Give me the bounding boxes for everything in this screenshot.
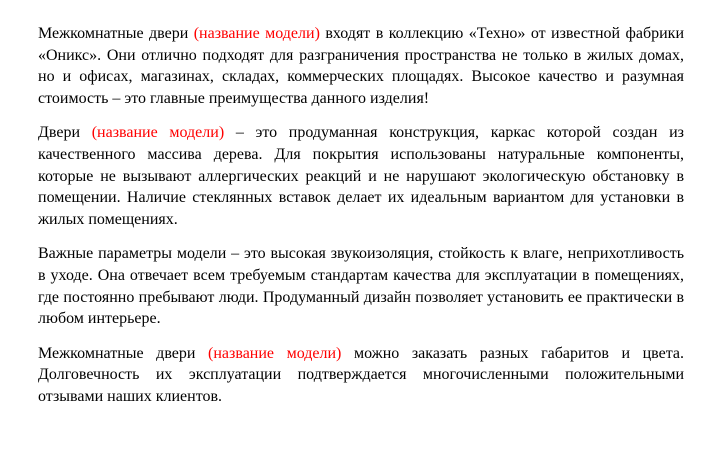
paragraph-parameters [38, 243, 684, 329]
paragraph-order [38, 343, 684, 408]
model-name-placeholder: (название модели) [208, 344, 342, 362]
text-run: Двери [38, 124, 92, 142]
model-name-placeholder: (название модели) [91, 124, 225, 142]
text-run: можно заказать разных габаритов и цвета. Долговечность их эксплуатации подтверждается многочисленными положительными отзывами наших клиентов. [38, 344, 685, 405]
model-name-placeholder: (название модели) [193, 25, 320, 42]
text-run: – это продуманная конструкция, каркас которой создан из качественного массива дерева. Для покрытия использованы натуральные компоненты, которые не вызывают аллергических реакций и не нарушают экологическую обстановку в помещении. Наличие стеклянных вставок делает их идеальным вариантом для установки в жилых помещениях. [38, 124, 685, 228]
paragraph-intro [38, 23, 684, 109]
text-run: Межкомнатные двери [38, 344, 209, 362]
text-run: Межкомнатные двери [38, 25, 194, 42]
text-run: входят в коллекцию «Техно» от известной фабрики «Оникс». Они отлично подходят для разграничения пространства не только в жилых домах, но и офисах, магазинах, складах, коммерческих площадях. Высокое качество и разумная стоимость – это главные преимущества данного изделия! [38, 25, 685, 107]
paragraph-construction [38, 122, 684, 230]
text-run: Важные параметры модели – это высокая звукоизоляция, стойкость к влаге, неприхотливость в уходе. Она отвечает всем требуемым стандартам качества для эксплуатации в помещениях, где постоянно пребывают люди. Продуманный дизайн позволяет установить ее практически в любом интерьере. [38, 245, 684, 328]
